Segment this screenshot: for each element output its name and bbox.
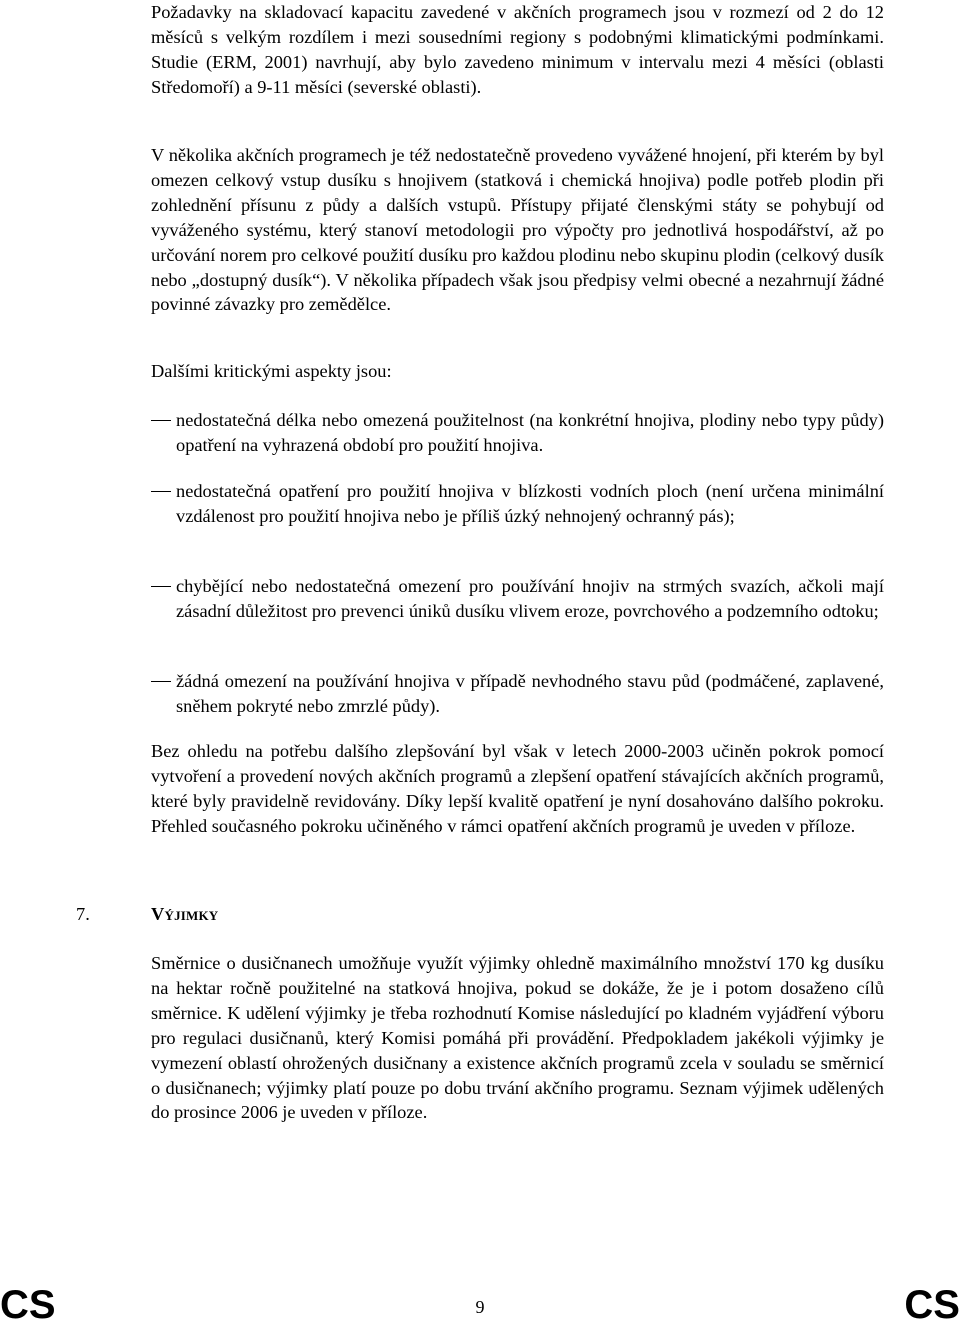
paragraph-balanced-fertilization: V několika akčních programech je též nedostatečně provedeno vyvážené hnojení, při kterém by byl omezen celkový vstup dusíku s hnojivem (statková i chemická hnojiva) podle potřeb plodin při zohlednění přísunu z půdy a dalších vstupů. Přístupy přijaté členskými státy se pohybují od vyváženého systému, který stanoví metodologii pro výpočty pro jednotlivá hospodářství, až po určování norem pro celkové použití dusíku pro každou plodinu nebo skupinu plodin (celkový dusík nebo „dostupný dusík“). V několika případech však jsou předpisy velmi obecné a nezahrnují žádné povinné závazky pro zemědělce.	[151, 145, 884, 315]
paragraph-derogations: Směrnice o dusičnanech umožňuje využít výjimky ohledně maximálního množství 170 kg dusíku na hektar ročně použitelné na statková hnojiva, pokud se dokáže, že je i potom dosaženo cílů směrnice. K udělení výjimky je třeba rozhodnutí Komise následující po kladném vyjádření výboru pro regulaci dusičnanů, který Komisi pomáhá při provádění. Předpokladem jakékoli výjimky je vymezení oblastí ohrožených dusičnany a existence akčních programů zcela v souladu se směrnicí o dusičnanech; výjimky platí pouze po dobu trvání akčního programu. Seznam výjimek udělených do prosince 2006 je uveden v příloze.	[151, 953, 884, 1123]
page-number: 9	[475, 1297, 485, 1317]
list-item	[151, 574, 884, 624]
dash-bullet-icon	[151, 681, 171, 682]
footer-language-code-left: CS	[0, 1283, 56, 1327]
section-number: 7.	[76, 904, 90, 924]
footer-language-code-right: CS	[904, 1283, 960, 1327]
section-title: Výjimky	[151, 904, 219, 924]
list-item	[151, 669, 884, 719]
list-item-text: chybějící nebo nedostatečná omezení pro používání hnojiv na strmých svazích, ačkoli mají zásadní důležitost pro prevenci úniků dusíku vlivem eroze, povrchového a podzemního odtoku;	[176, 576, 884, 621]
list-item	[151, 408, 884, 458]
dash-bullet-icon	[151, 420, 171, 421]
list-item-text: nedostatečná opatření pro použití hnojiva v blízkosti vodních ploch (není určena minimální vzdálenost pro použití hnojiva nebo je příliš úzký nehnojený ochranný pás);	[176, 481, 884, 526]
dash-bullet-icon	[151, 491, 171, 492]
list-item	[151, 479, 884, 529]
list-item-text: nedostatečná délka nebo omezená použitelnost (na konkrétní hnojiva, plodiny nebo typy půdy) opatření na vyhrazená období pro použití hnojiva.	[176, 410, 884, 455]
list-item-text: žádná omezení na používání hnojiva v případě nevhodného stavu půd (podmáčené, zaplavené, sněhem pokryté nebo zmrzlé půdy).	[176, 671, 884, 716]
paragraph-critical-aspects-intro: Dalšími kritickými aspekty jsou:	[151, 361, 392, 381]
dash-bullet-icon	[151, 586, 171, 587]
paragraph-progress: Bez ohledu na potřebu dalšího zlepšování byl však v letech 2000-2003 učiněn pokrok pomocí vytvoření a provedení nových akčních programů a zlepšení opatření stávajících akčních programů, které byly pravidelně revidovány. Díky lepší kvalitě opatření je nyní dosahováno dalšího pokroku. Přehled současného pokroku učiněného v rámci opatření akčních programů je uveden v příloze.	[151, 741, 884, 836]
paragraph-storage-capacity: Požadavky na skladovací kapacitu zavedené v akčních programech jsou v rozmezí od 2 do 12 měsíců s velkým rozdílem i mezi sousedními regiony s podobnými klimatickými podmínkami. Studie (ERM, 2001) navrhují, aby bylo zavedeno minimum v intervalu mezi 4 měsíci (oblasti Středomoří) a 9-11 měsíci (severské oblasti).	[151, 2, 884, 97]
